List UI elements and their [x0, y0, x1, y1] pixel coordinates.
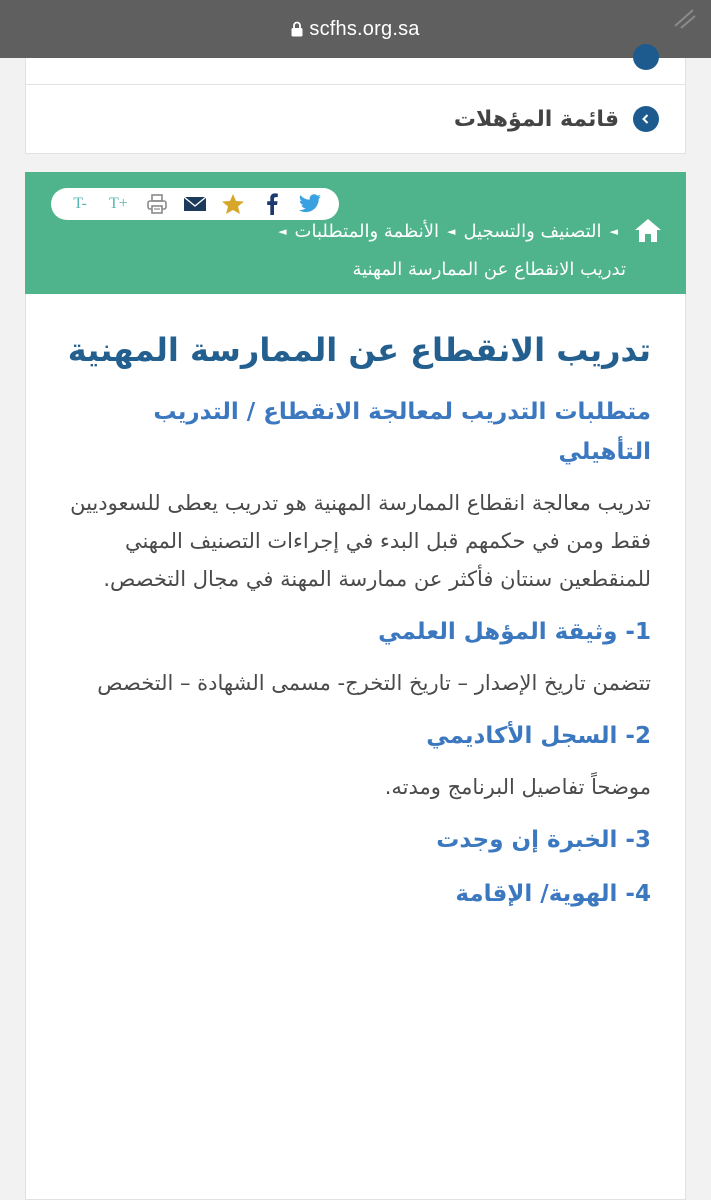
- breadcrumb-separator-icon: ◄: [446, 225, 456, 238]
- qualification-menu: [25, 58, 686, 154]
- requirement-body: موضحاً تفاصيل البرنامج ومدته.: [384, 775, 651, 799]
- chevron-left-icon: [633, 44, 659, 70]
- menu-item-label: قائمة المؤهلات: [453, 106, 619, 132]
- font-decrease-button[interactable]: T-: [73, 195, 87, 212]
- requirement-body: تتضمن تاريخ الإصدار – تاريخ التخرج- مسمى الشهادة – التخصص: [97, 671, 651, 695]
- section-heading: متطلبات التدريب لمعالجة الانقطاع / التدريب التأهيلي: [153, 399, 651, 465]
- tabs-icon[interactable]: [671, 8, 697, 30]
- twitter-icon[interactable]: [295, 190, 325, 218]
- page-body: [25, 58, 686, 1200]
- breadcrumb: [62, 216, 662, 286]
- page-title: تدريب الانقطاع عن الممارسة المهنية: [67, 331, 651, 369]
- url-text: scfhs.org.sa: [309, 18, 420, 40]
- chevron-left-icon: [633, 106, 659, 132]
- requirement-heading: 2- السجل الأكاديمي: [426, 723, 651, 749]
- article: [25, 294, 686, 1200]
- home-icon[interactable]: [634, 217, 662, 254]
- intro-paragraph: تدريب معالجة انقطاع الممارسة المهنية هو تدريب يعطى للسعوديين فقط ومن في حكمهم قبل البدء في إجراءات التصنيف المهني للمنقطعين سنتان فأكثر عن ممارسة المهنة في مجال التخصص.: [70, 491, 651, 591]
- menu-item-qualifications-list[interactable]: [26, 85, 685, 153]
- print-icon[interactable]: [142, 190, 172, 218]
- requirement-heading: 3- الخبرة إن وجدت: [436, 827, 651, 853]
- font-increase-button[interactable]: T+: [109, 195, 128, 212]
- star-icon[interactable]: [218, 190, 248, 218]
- browser-url-bar[interactable]: [0, 0, 711, 58]
- breadcrumb-separator-icon: ◄: [278, 225, 287, 238]
- facebook-icon[interactable]: [257, 190, 287, 218]
- requirement-heading: 1- وثيقة المؤهل العلمي: [378, 619, 651, 645]
- envelope-icon[interactable]: [180, 190, 210, 218]
- breadcrumb-item-registration[interactable]: التصنيف والتسجيل: [463, 221, 602, 242]
- breadcrumb-separator-icon: ◄: [609, 225, 618, 238]
- breadcrumb-current: تدريب الانقطاع عن الممارسة المهنية: [352, 259, 626, 280]
- address-field[interactable]: [0, 18, 711, 43]
- lock-icon: [291, 20, 303, 43]
- breadcrumb-banner: [25, 172, 686, 294]
- breadcrumb-item-regulations[interactable]: الأنظمة والمتطلبات: [294, 221, 439, 242]
- requirement-heading: 4- الهوية/ الإقامة: [455, 881, 651, 907]
